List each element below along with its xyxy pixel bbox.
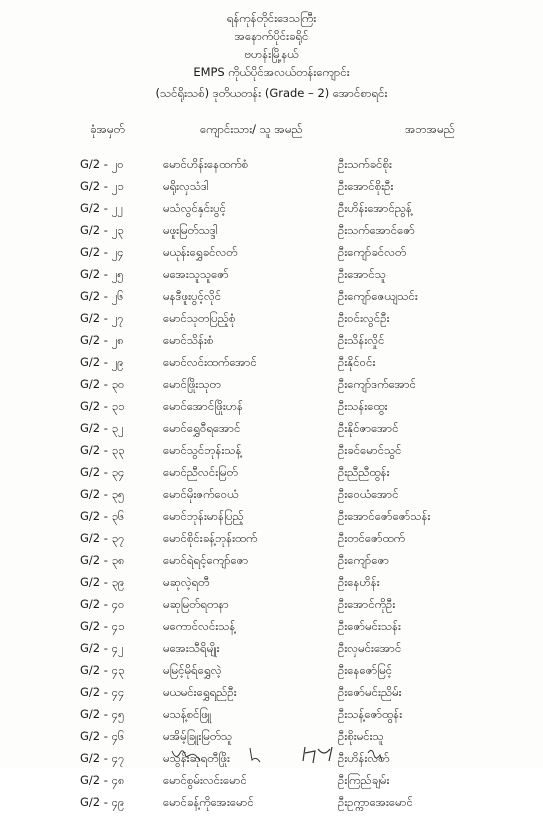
student-name: မောင်ရွှေဝီရအောင် — [163, 421, 241, 435]
student-row — [0, 377, 543, 399]
parent-name: ဦးအောင်ဇော်ဇော်သန်း — [338, 509, 431, 523]
parent-name: ဦးကျော်ဒက်အောင် — [338, 377, 417, 391]
student-row — [0, 487, 543, 509]
student-row — [0, 707, 543, 729]
roll-number: G/2 - ၂၉ — [80, 355, 124, 369]
roll-number: G/2 - ၂၈ — [80, 333, 124, 347]
column-header-student: ကျောင်းသား/ သူ အမည် — [200, 122, 303, 136]
roll-number: G/2 - ၂၆ — [80, 289, 124, 303]
roll-number: G/2 - ၄၃ — [80, 663, 125, 677]
student-name: မဆုလဲ့ရတီ — [163, 575, 210, 589]
student-name: မနဒီဖူးပွင့်လိုင် — [163, 289, 222, 303]
parent-name: ဦးအောင်သူ — [338, 267, 386, 281]
student-name: မောင်သိန်းစံ — [163, 333, 214, 347]
student-name: မောင်ရဲရင့်ကျော်ဇော — [163, 553, 249, 567]
student-name: မောင်သွင်ဘုန်းသန့် — [163, 443, 242, 457]
student-name: မောင်ခန့်ကိုအေးမောင် — [163, 795, 254, 809]
signatures — [0, 743, 543, 768]
student-name: မောင်စိုင်းခန့်ဘုန်းထက် — [163, 531, 258, 545]
student-name: မောင်မိုးဇက်ဝေယံ — [163, 487, 239, 501]
roll-number: G/2 - ၄၇ — [80, 751, 125, 765]
parent-name: ဦးဝေယံအောင် — [338, 487, 399, 501]
student-row — [0, 245, 543, 267]
parent-name: ဦးသိန်းလှိုင် — [338, 333, 385, 347]
roll-number: G/2 - ၄၁ — [80, 619, 125, 633]
roll-number: G/2 - ၃၂ — [80, 421, 124, 435]
column-header-parent: အဘအမည် — [405, 122, 455, 136]
roll-number: G/2 - ၃၇ — [80, 531, 125, 545]
roll-number: G/2 - ၂၄ — [80, 245, 124, 259]
column-header-roll: ခုံအမှတ် — [90, 122, 125, 136]
header-township: ဗဟန်းမြို့နယ် — [244, 47, 299, 61]
parent-name: ဦးဟိန်းလတ် — [338, 751, 390, 765]
roll-number: G/2 - ၂၁ — [80, 179, 124, 193]
roll-number: G/2 - ၄၈ — [80, 773, 125, 787]
student-name: မကောင်လင်းသန့် — [163, 619, 236, 633]
roll-number: G/2 - ၄၅ — [80, 707, 125, 721]
parent-name: ဦးခင်မောင်သွင် — [338, 443, 402, 457]
header-region: ရန်ကုန်တိုင်းဒေသကြီး — [226, 11, 317, 25]
parent-name: ဦးသန့်ဇော်ထွန်း — [338, 707, 403, 721]
student-name: မောင်ဟိန်းနေထက်စံ — [163, 157, 249, 171]
student-name: မသွန်းဆုရတီဖြိုး — [163, 751, 230, 765]
roll-number: G/2 - ၄၉ — [80, 795, 125, 809]
student-row — [0, 355, 543, 377]
student-name: မရိုးလှသံဒါ — [163, 179, 209, 193]
student-name: မအေးသူသူဇော် — [163, 267, 229, 281]
student-row — [0, 773, 543, 795]
parent-name: ဦးနေဇော်မြင့် — [338, 663, 393, 677]
roll-number: G/2 - ၂၇ — [80, 311, 124, 325]
student-row — [0, 619, 543, 641]
parent-name: ဦးကျော်ခင်လတ် — [338, 245, 407, 259]
roll-number: G/2 - ၃၆ — [80, 509, 125, 523]
parent-name: ဦးဥက္ကာအေးမောင် — [338, 795, 413, 809]
roll-number: G/2 - ၂၅ — [80, 267, 124, 281]
student-name: မအေးသီရိမျိုး — [163, 641, 220, 655]
parent-name: ဦးအောင်စိုးဦး — [338, 179, 394, 193]
parent-name: ဦးသက်အောင်ဇော် — [338, 223, 415, 237]
student-row — [0, 685, 543, 707]
parent-name: ဦးအောင်ကိုဦး — [338, 597, 396, 611]
parent-name: ဦးတင်ဇော်ထက် — [338, 531, 406, 545]
student-list — [0, 157, 543, 817]
parent-name: ဦးနိုင်ဇာအောင် — [338, 421, 399, 435]
roll-number: G/2 - ၃၀ — [80, 377, 125, 391]
roll-number: G/2 - ၂၃ — [80, 223, 124, 237]
roll-number: G/2 - ၃၉ — [80, 575, 125, 589]
student-name: မမြင့်မိုရ်ရွှေလဲ့ — [163, 663, 222, 677]
student-row — [0, 465, 543, 487]
roll-number: G/2 - ၃၅ — [80, 487, 125, 501]
roll-number: G/2 - ၃၄ — [80, 465, 125, 479]
parent-name: ဦးနိုင်ဝင်း — [338, 355, 376, 369]
roll-number: G/2 - ၃၈ — [80, 553, 125, 567]
student-name: မယုန်းရွှေခင်လတ် — [163, 245, 238, 259]
student-row — [0, 421, 543, 443]
student-name: မောင်ဘုန်းမာန်ပြည့် — [163, 509, 244, 523]
parent-name: ဦးကျော်ဇေယျသင်း — [338, 289, 418, 303]
student-row — [0, 597, 543, 619]
signature-1 — [172, 751, 200, 761]
parent-name: ဦးဇော်မင်းညိမ်း — [338, 685, 402, 699]
student-name: မောင်ညီလင်းမြတ် — [163, 465, 238, 479]
parent-name: ဦးဇော်မင်းသန်း — [338, 619, 401, 633]
student-name: မသန့်စင်ဖြူ — [163, 707, 212, 721]
signature-3 — [303, 747, 332, 763]
student-name: မောင်အောင်ဖြိုးဟန် — [163, 399, 244, 413]
student-row — [0, 553, 543, 575]
roll-number: G/2 - ၄၄ — [80, 685, 125, 699]
student-row — [0, 179, 543, 201]
student-name: မယမင်းရွှေရည်ဦး — [163, 685, 237, 699]
parent-name: ဦးကျော်ဇော — [338, 553, 390, 567]
student-name: မဆုမြတ်ရတနာ — [163, 597, 229, 611]
student-row — [0, 267, 543, 289]
header-title: (သင်ရိုးသစ်) ဒုတိယတန်း (Grade – 2) အောင်စာရင်း — [155, 86, 388, 100]
student-row — [0, 399, 543, 421]
roll-number: G/2 - ၄၀ — [80, 597, 125, 611]
student-row — [0, 311, 543, 333]
signature-4 — [368, 750, 382, 761]
header-school: EMPS ကိုယ်ပိုင်အလယ်တန်းကျောင်း — [193, 65, 350, 79]
roll-number: G/2 - ၂၂ — [80, 201, 123, 215]
student-row — [0, 641, 543, 663]
student-name: မဖူးမြတ်သဒ္ဒါ — [163, 223, 218, 237]
roll-number: G/2 - ၃၁ — [80, 399, 125, 413]
parent-name: ဦးလှမင်းအောင် — [338, 641, 402, 655]
header-office: အနောက်ပိုင်းခရိုင် — [234, 29, 309, 43]
student-name: မအိမ့်ခြူးမြတ်သူ — [163, 729, 233, 743]
signature-2 — [250, 748, 260, 762]
student-name: မောင်စွမ်းလင်းမောင် — [163, 773, 247, 787]
student-row — [0, 201, 543, 223]
student-row — [0, 443, 543, 465]
student-name: မောင်ဖြိုးသုတ — [163, 377, 221, 391]
roll-number: G/2 - ၄၂ — [80, 641, 124, 655]
parent-name: ဦးနေဟိန်း — [338, 575, 380, 589]
student-row — [0, 531, 543, 553]
parent-name: ဦးညီညီထွန်း — [338, 465, 390, 479]
parent-name: ဦးသက်ခင်စိုး — [338, 157, 392, 171]
parent-name: ဦးစိုးမင်းသူ — [338, 729, 384, 743]
student-row — [0, 223, 543, 245]
parent-name: ဦးဝင်းလွင်ဦး — [338, 311, 390, 325]
roll-number: G/2 - ၃၃ — [80, 443, 125, 457]
student-row — [0, 663, 543, 685]
student-row — [0, 509, 543, 531]
student-row — [0, 289, 543, 311]
student-row — [0, 333, 543, 355]
student-name: မသံလွင်နှင်းပွင့် — [163, 201, 227, 215]
student-row — [0, 795, 543, 817]
roll-number: G/2 - ၄၆ — [80, 729, 125, 743]
student-row — [0, 575, 543, 597]
parent-name: ဦးသန်းထွေး — [338, 399, 388, 413]
roll-number: G/2 - ၂၀ — [80, 157, 124, 171]
student-name: မောင်လင်းထက်အောင် — [163, 355, 257, 369]
parent-name: ဦးဟိန်းအောင်ညွန့် — [338, 201, 412, 215]
student-name: မောင်သုတပြည့်စုံ — [163, 311, 236, 325]
parent-name: ဦးကြည်ချမ်း — [338, 773, 390, 787]
student-row — [0, 157, 543, 179]
